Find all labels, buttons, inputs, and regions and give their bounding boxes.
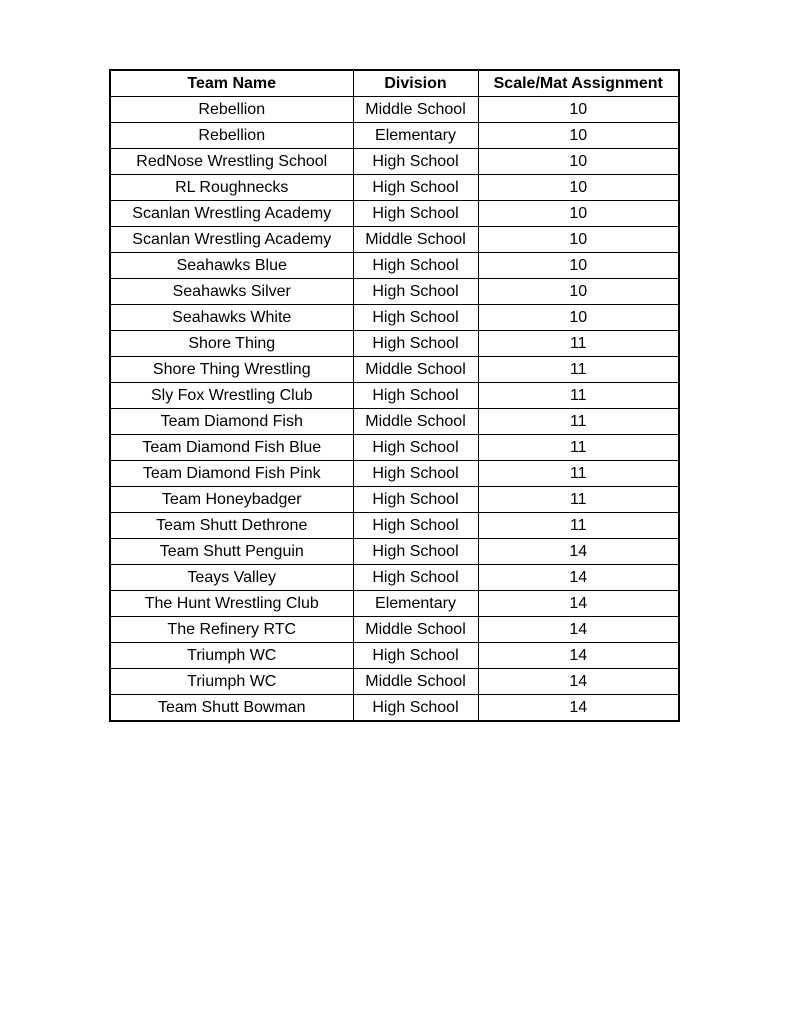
scale-cell: 14 [478, 643, 679, 669]
division-cell: High School [353, 461, 478, 487]
scale-cell: 10 [478, 123, 679, 149]
team-cell: Seahawks White [110, 305, 353, 331]
scale-cell: 11 [478, 487, 679, 513]
team-cell: Team Diamond Fish [110, 409, 353, 435]
division-cell: Middle School [353, 409, 478, 435]
scale-cell: 10 [478, 175, 679, 201]
team-cell: Team Honeybadger [110, 487, 353, 513]
table-row [110, 331, 679, 357]
team-cell: Sly Fox Wrestling Club [110, 383, 353, 409]
table-row [110, 513, 679, 539]
team-cell: Team Shutt Dethrone [110, 513, 353, 539]
division-cell: High School [353, 331, 478, 357]
division-cell: High School [353, 487, 478, 513]
scale-cell: 10 [478, 97, 679, 123]
division-cell: Middle School [353, 617, 478, 643]
team-cell: RL Roughnecks [110, 175, 353, 201]
division-cell: High School [353, 383, 478, 409]
column-header-division: Division [353, 70, 478, 97]
scale-cell: 10 [478, 149, 679, 175]
team-cell: Scanlan Wrestling Academy [110, 227, 353, 253]
table-row [110, 227, 679, 253]
scale-cell: 11 [478, 461, 679, 487]
scale-cell: 11 [478, 383, 679, 409]
table-row [110, 461, 679, 487]
table-row [110, 435, 679, 461]
scale-cell: 14 [478, 669, 679, 695]
table-body [110, 97, 679, 722]
team-cell: Shore Thing [110, 331, 353, 357]
scale-cell: 14 [478, 591, 679, 617]
team-cell: Team Diamond Fish Blue [110, 435, 353, 461]
team-cell: Shore Thing Wrestling [110, 357, 353, 383]
division-cell: Middle School [353, 669, 478, 695]
table-row [110, 97, 679, 123]
division-cell: High School [353, 695, 478, 722]
table-row [110, 279, 679, 305]
scale-cell: 10 [478, 201, 679, 227]
table-row [110, 201, 679, 227]
division-cell: High School [353, 305, 478, 331]
division-cell: High School [353, 253, 478, 279]
team-cell: Triumph WC [110, 669, 353, 695]
table-header [110, 70, 679, 97]
table-row [110, 643, 679, 669]
table-row [110, 669, 679, 695]
scale-cell: 10 [478, 227, 679, 253]
scale-cell: 14 [478, 539, 679, 565]
division-cell: Middle School [353, 227, 478, 253]
column-header-team: Team Name [110, 70, 353, 97]
division-cell: High School [353, 435, 478, 461]
division-cell: Elementary [353, 123, 478, 149]
division-cell: High School [353, 279, 478, 305]
division-cell: High School [353, 565, 478, 591]
table-row [110, 357, 679, 383]
scale-cell: 10 [478, 253, 679, 279]
team-cell: Team Diamond Fish Pink [110, 461, 353, 487]
team-roster-table [109, 69, 680, 722]
team-cell: Triumph WC [110, 643, 353, 669]
division-cell: Middle School [353, 97, 478, 123]
table-row [110, 617, 679, 643]
team-cell: Teays Valley [110, 565, 353, 591]
division-cell: High School [353, 539, 478, 565]
scale-cell: 10 [478, 279, 679, 305]
column-header-scale: Scale/Mat Assignment [478, 70, 679, 97]
team-cell: The Hunt Wrestling Club [110, 591, 353, 617]
division-cell: Middle School [353, 357, 478, 383]
division-cell: Elementary [353, 591, 478, 617]
division-cell: High School [353, 201, 478, 227]
table-row [110, 383, 679, 409]
team-cell: Rebellion [110, 97, 353, 123]
table-row [110, 305, 679, 331]
table-row [110, 253, 679, 279]
division-cell: High School [353, 643, 478, 669]
scale-cell: 11 [478, 357, 679, 383]
table-row [110, 149, 679, 175]
scale-cell: 14 [478, 617, 679, 643]
scale-cell: 11 [478, 513, 679, 539]
team-cell: Team Shutt Penguin [110, 539, 353, 565]
team-cell: RedNose Wrestling School [110, 149, 353, 175]
table-row [110, 175, 679, 201]
table-row [110, 695, 679, 722]
table-row [110, 591, 679, 617]
scale-cell: 10 [478, 305, 679, 331]
team-cell: Seahawks Silver [110, 279, 353, 305]
division-cell: High School [353, 513, 478, 539]
team-cell: Scanlan Wrestling Academy [110, 201, 353, 227]
header-row [110, 70, 679, 97]
scale-cell: 11 [478, 409, 679, 435]
table-row [110, 123, 679, 149]
table-row [110, 409, 679, 435]
team-cell: Team Shutt Bowman [110, 695, 353, 722]
division-cell: High School [353, 175, 478, 201]
scale-cell: 14 [478, 695, 679, 722]
team-cell: Seahawks Blue [110, 253, 353, 279]
team-cell: Rebellion [110, 123, 353, 149]
table-row [110, 565, 679, 591]
table-row [110, 487, 679, 513]
scale-cell: 11 [478, 435, 679, 461]
scale-cell: 11 [478, 331, 679, 357]
table-row [110, 539, 679, 565]
division-cell: High School [353, 149, 478, 175]
scale-cell: 14 [478, 565, 679, 591]
team-cell: The Refinery RTC [110, 617, 353, 643]
